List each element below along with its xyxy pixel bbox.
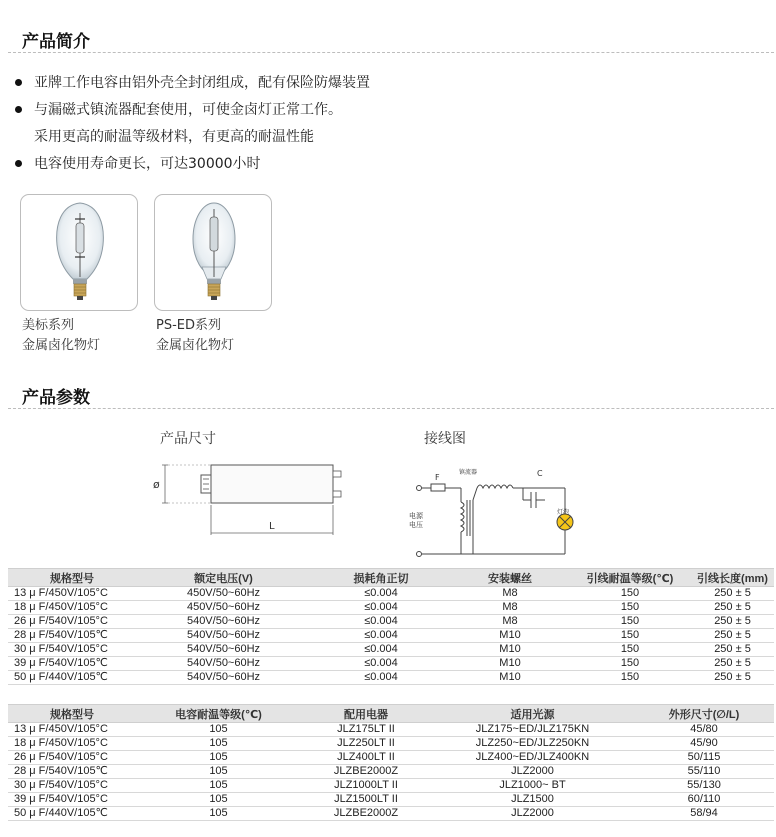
table-cell: 150 [569, 643, 691, 657]
table-cell: JLZBE2000Z [301, 807, 431, 821]
column-header: 额定电压(V) [136, 569, 311, 587]
table-row [8, 601, 774, 615]
table-cell: ≤0.004 [311, 657, 451, 671]
metal-halide-lamp-ed-icon [155, 195, 273, 312]
table-cell: JLZ250~ED/JLZ250KN [431, 737, 634, 751]
feature-list [14, 70, 714, 178]
table-cell: M8 [451, 615, 569, 629]
table-cell: 250 ± 5 [691, 601, 774, 615]
table-row [8, 793, 774, 807]
table-row [8, 615, 774, 629]
feature-text: 电容使用寿命更长，可达30000小时 [34, 156, 261, 172]
table-row [8, 751, 774, 765]
column-header: 规格型号 [8, 705, 136, 723]
table-cell: 540V/50~60Hz [136, 615, 311, 629]
column-header: 安装螺丝 [451, 569, 569, 587]
lamp-label: 灯泡 [557, 509, 570, 516]
feature-item [14, 151, 714, 178]
table-cell: 250 ± 5 [691, 643, 774, 657]
table-cell: ≤0.004 [311, 629, 451, 643]
table-cell: M10 [451, 657, 569, 671]
table-cell: 540V/50~60Hz [136, 657, 311, 671]
dimension-diagram-label: 产品尺寸 [160, 431, 216, 447]
table-cell: M10 [451, 671, 569, 685]
table-cell: JLZ1500 [431, 793, 634, 807]
table-cell: 150 [569, 629, 691, 643]
column-header: 规格型号 [8, 569, 136, 587]
table-cell: M8 [451, 601, 569, 615]
feature-text: 与漏磁式镇流器配套使用，可使金卤灯正常工作。 [34, 102, 342, 118]
table-cell: 105 [136, 807, 301, 821]
ballast-label: 镇流器 [459, 469, 478, 476]
metal-halide-lamp-bt-icon [21, 195, 139, 312]
column-header: 损耗角正切 [311, 569, 451, 587]
table-cell: 30 μ F/540V/105°C [8, 643, 136, 657]
table-row [8, 587, 774, 601]
table-cell: JLZ1000~ BT [431, 779, 634, 793]
table-cell: M10 [451, 643, 569, 657]
table-cell: 39 μ F/540V/105°C [8, 793, 136, 807]
table-cell: JLZ1500LT II [301, 793, 431, 807]
table-cell: 150 [569, 671, 691, 685]
feature-item [14, 97, 714, 124]
table-cell: 105 [136, 765, 301, 779]
table-cell: 250 ± 5 [691, 671, 774, 685]
table-cell: 13 μ F/450V/105°C [8, 723, 136, 737]
table-row [8, 657, 774, 671]
table-cell: 105 [136, 737, 301, 751]
table-cell: ≤0.004 [311, 643, 451, 657]
table-cell: 105 [136, 793, 301, 807]
table-cell: JLZ175LT II [301, 723, 431, 737]
table-cell: 105 [136, 723, 301, 737]
wiring-diagram [405, 462, 585, 562]
table-row [8, 765, 774, 779]
table-cell: 60/110 [634, 793, 774, 807]
table-cell: 55/110 [634, 765, 774, 779]
feature-text: 亚牌工作电容由铝外壳全封闭组成，配有保险防爆装置 [34, 75, 370, 91]
table-cell: ≤0.004 [311, 615, 451, 629]
table-cell: 58/94 [634, 807, 774, 821]
product-card-ps-ed [154, 194, 272, 311]
dimension-length-label: L [269, 521, 275, 532]
table-cell: 50 μ F/440V/105℃ [8, 807, 136, 821]
product-series-label: PS-ED系列 [156, 318, 222, 333]
product-card-us-standard [20, 194, 138, 311]
table-cell: 150 [569, 587, 691, 601]
supply-label: 电源 [409, 512, 423, 520]
table-row [8, 807, 774, 821]
table-row [8, 723, 774, 737]
table-cell: 105 [136, 779, 301, 793]
table-header-row [8, 705, 774, 723]
table-cell: 18 μ F/450V/105°C [8, 737, 136, 751]
table-cell: M10 [451, 629, 569, 643]
table-cell: 13 μ F/450V/105°C [8, 587, 136, 601]
column-header: 引线长度(mm) [691, 569, 774, 587]
table-cell: 540V/50~60Hz [136, 671, 311, 685]
bullet-dot-icon [15, 106, 22, 113]
capacitor-dimension-drawing [145, 455, 365, 545]
intro-section-title: 产品简介 [22, 32, 90, 52]
spec-table-electrical [8, 568, 774, 685]
table-cell: M8 [451, 587, 569, 601]
column-header: 引线耐温等级(℃) [569, 569, 691, 587]
table-cell: 55/130 [634, 779, 774, 793]
product-caption [156, 316, 234, 356]
table-cell: ≤0.004 [311, 601, 451, 615]
table-cell: JLZ175~ED/JLZ175KN [431, 723, 634, 737]
table-cell: JLZBE2000Z [301, 765, 431, 779]
product-caption [22, 316, 100, 356]
table-cell: 18 μ F/450V/105°C [8, 601, 136, 615]
table-cell: 105 [136, 751, 301, 765]
table-cell: 150 [569, 615, 691, 629]
table-cell: 45/80 [634, 723, 774, 737]
table-row [8, 643, 774, 657]
table-cell: ≤0.004 [311, 671, 451, 685]
table-cell: JLZ2000 [431, 765, 634, 779]
table-cell: 250 ± 5 [691, 657, 774, 671]
feature-item [14, 70, 714, 97]
column-header: 外形尺寸(∅/L) [634, 705, 774, 723]
fuse-label: F [435, 473, 440, 482]
table-cell: 540V/50~60Hz [136, 629, 311, 643]
table-cell: JLZ2000 [431, 807, 634, 821]
column-header: 配用电器 [301, 705, 431, 723]
table-cell: 45/90 [634, 737, 774, 751]
table-cell: 28 μ F/540V/105℃ [8, 629, 136, 643]
table-cell: JLZ250LT II [301, 737, 431, 751]
table-cell: 30 μ F/540V/105°C [8, 779, 136, 793]
table-cell: 150 [569, 601, 691, 615]
table-cell: 540V/50~60Hz [136, 643, 311, 657]
table-row [8, 629, 774, 643]
table-cell: 450V/50~60Hz [136, 601, 311, 615]
table-cell: 28 μ F/540V/105℃ [8, 765, 136, 779]
table-cell: 250 ± 5 [691, 615, 774, 629]
table-cell: 26 μ F/540V/105°C [8, 751, 136, 765]
params-section-title: 产品参数 [22, 388, 90, 408]
table-cell: 50 μ F/440V/105℃ [8, 671, 136, 685]
table-cell: 50/115 [634, 751, 774, 765]
table-cell: 250 ± 5 [691, 629, 774, 643]
table-cell: 250 ± 5 [691, 587, 774, 601]
capacitor-label: C [537, 469, 543, 478]
spec-table-compatibility [8, 704, 774, 821]
params-divider [8, 408, 774, 409]
feature-item [14, 124, 714, 151]
table-cell: JLZ400LT II [301, 751, 431, 765]
bullet-dot-icon [15, 160, 22, 167]
table-cell: ≤0.004 [311, 587, 451, 601]
product-series-label: 美标系列 [22, 318, 75, 333]
table-row [8, 671, 774, 685]
table-cell: JLZ400~ED/JLZ400KN [431, 751, 634, 765]
intro-divider [8, 52, 774, 53]
table-header-row [8, 569, 774, 587]
table-cell: 450V/50~60Hz [136, 587, 311, 601]
feature-text: 采用更高的耐温等级材料，有更高的耐温性能 [34, 129, 314, 145]
product-type-label: 金属卤化物灯 [22, 338, 101, 353]
dimension-phi-label: ø [153, 478, 160, 491]
table-row [8, 779, 774, 793]
product-type-label: 金属卤化物灯 [156, 338, 235, 353]
bullet-dot-icon [15, 79, 22, 86]
table-row [8, 737, 774, 751]
table-cell: JLZ1000LT II [301, 779, 431, 793]
supply-label: 电压 [409, 521, 423, 529]
column-header: 适用光源 [431, 705, 634, 723]
table-cell: 150 [569, 657, 691, 671]
wiring-diagram-label: 接线图 [424, 431, 466, 447]
column-header: 电容耐温等级(℃) [136, 705, 301, 723]
table-cell: 26 μ F/540V/105°C [8, 615, 136, 629]
table-cell: 39 μ F/540V/105℃ [8, 657, 136, 671]
